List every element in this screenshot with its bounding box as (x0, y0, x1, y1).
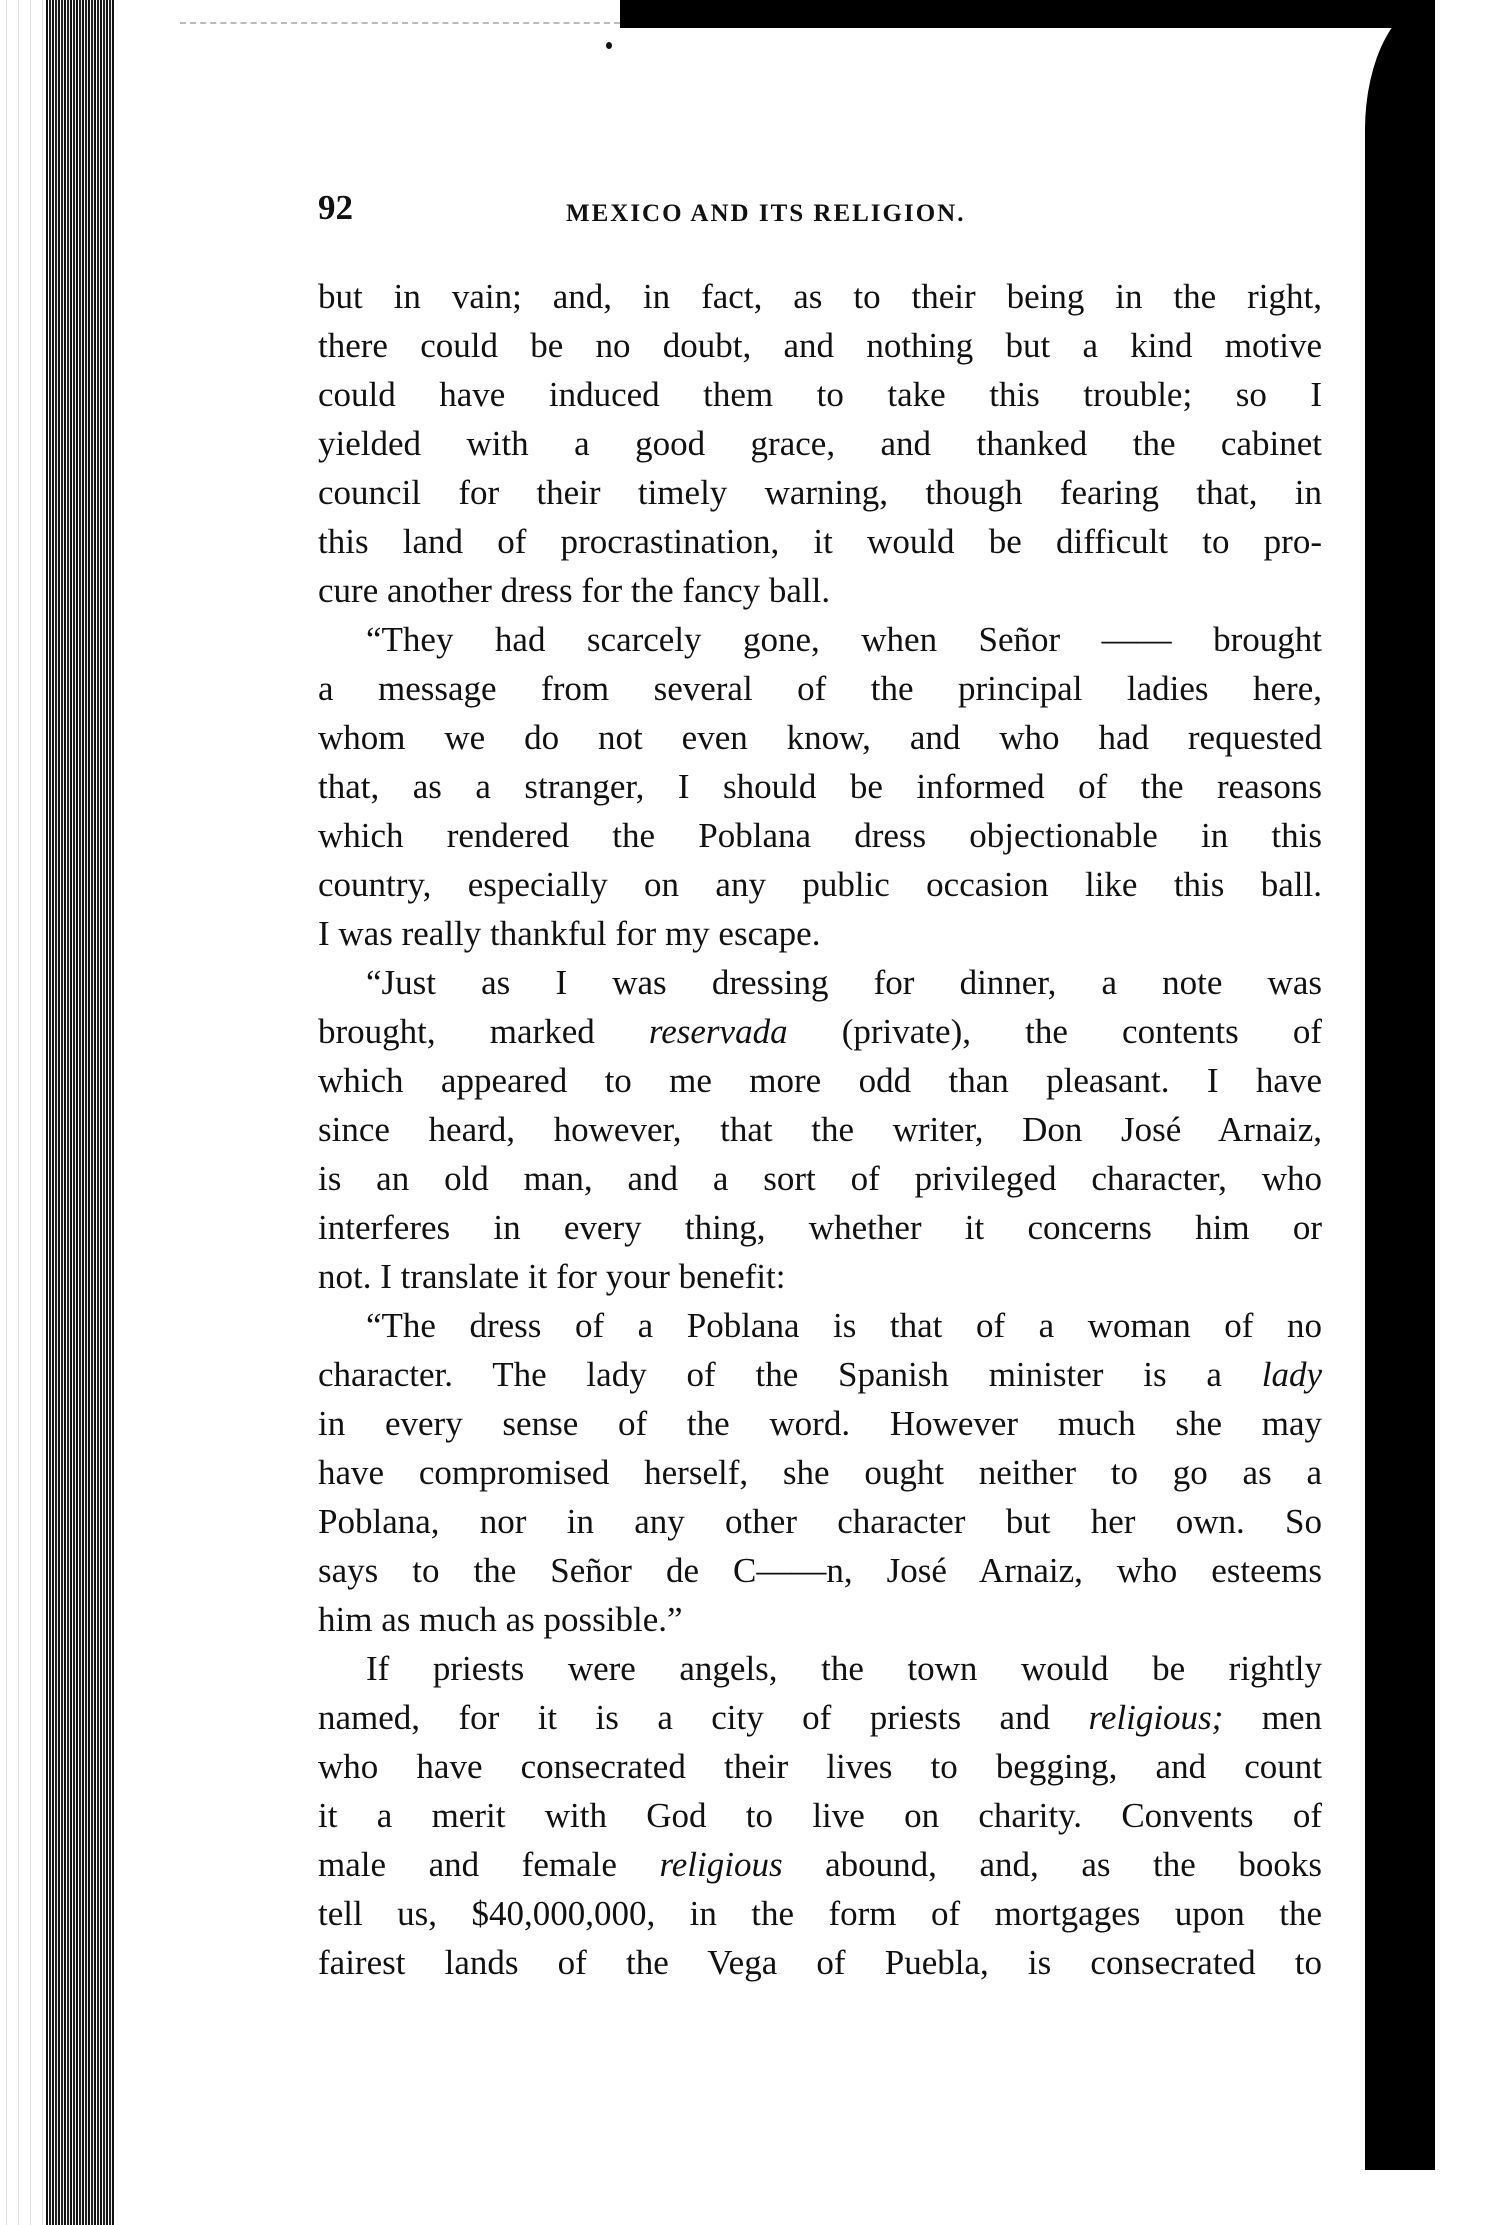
top-edge-line (180, 22, 620, 24)
text-line (318, 1448, 1322, 1497)
scan-speck (606, 42, 612, 49)
text-line (318, 1546, 1322, 1595)
text-segment: is an old man, and a sort of privileged character, who (318, 1159, 1322, 1198)
text-segment: says to the Señor de C——n, José Arnaiz, who esteems (318, 1551, 1322, 1590)
text-segment: which rendered the Poblana dress objectionable in this (318, 816, 1322, 855)
text-line (318, 762, 1322, 811)
running-title: MEXICO AND ITS RELIGION. (566, 200, 966, 227)
text-line (318, 909, 1322, 958)
italic-text: religious (659, 1845, 783, 1884)
text-segment: it a merit with God to live on charity. Convents of (318, 1796, 1322, 1835)
text-line (318, 468, 1322, 517)
body-text (318, 272, 1322, 1987)
text-segment: If priests were angels, the town would be rightly (366, 1649, 1322, 1688)
text-segment: country, especially on any public occasion like this ball. (318, 865, 1322, 904)
text-line (318, 517, 1322, 566)
italic-text: religious; (1088, 1698, 1224, 1737)
text-line (318, 1203, 1322, 1252)
text-line (318, 419, 1322, 468)
text-line (318, 1154, 1322, 1203)
text-line (318, 272, 1322, 321)
text-segment: who have consecrated their lives to begging, and count (318, 1747, 1322, 1786)
text-line (318, 1742, 1322, 1791)
text-segment: in every sense of the word. However much she may (318, 1404, 1322, 1443)
text-segment: which appeared to me more odd than pleasant. I have (318, 1061, 1322, 1100)
text-segment: (private), the contents of (787, 1012, 1322, 1051)
top-edge-shadow (620, 0, 1435, 28)
text-segment: a message from several of the principal ladies here, (318, 669, 1322, 708)
text-line (318, 321, 1322, 370)
text-line (318, 1399, 1322, 1448)
text-line (318, 1938, 1322, 1987)
text-segment: not. I translate it for your benefit: (318, 1257, 786, 1296)
text-line (318, 811, 1322, 860)
text-line (318, 1497, 1322, 1546)
book-binding-edge (46, 0, 114, 2225)
text-segment: council for their timely warning, though fearing that, in (318, 473, 1322, 512)
text-segment: him as much as possible.” (318, 1600, 683, 1639)
text-line (318, 1595, 1322, 1644)
text-segment: interferes in every thing, whether it concerns him or (318, 1208, 1322, 1247)
text-line (318, 615, 1322, 664)
italic-text: reservada (648, 1012, 788, 1051)
italic-text: lady (1261, 1355, 1322, 1394)
text-segment: Poblana, nor in any other character but her own. So (318, 1502, 1322, 1541)
text-segment: this land of procrastination, it would be difficult to pro- (318, 522, 1322, 561)
text-line (318, 1791, 1322, 1840)
text-segment: have compromised herself, she ought neither to go as a (318, 1453, 1322, 1492)
text-segment: there could be no doubt, and nothing but a kind motive (318, 326, 1322, 365)
text-line (318, 1840, 1322, 1889)
text-line (318, 1105, 1322, 1154)
text-segment: tell us, $40,000,000, in the form of mortgages upon the (318, 1894, 1322, 1933)
text-segment: since heard, however, that the writer, Don José Arnaiz, (318, 1110, 1322, 1149)
text-line (318, 1252, 1322, 1301)
text-segment: but in vain; and, in fact, as to their being in the right, (318, 277, 1322, 316)
text-line (318, 370, 1322, 419)
text-segment: that, as a stranger, I should be informed of the reasons (318, 767, 1322, 806)
text-line (318, 1350, 1322, 1399)
text-segment: fairest lands of the Vega of Puebla, is consecrated to (318, 1943, 1322, 1982)
text-segment: male and female (318, 1845, 660, 1884)
text-segment: could have induced them to take this trouble; so I (318, 375, 1322, 414)
text-segment: I was really thankful for my escape. (318, 914, 821, 953)
text-line (318, 860, 1322, 909)
text-segment: “The dress of a Poblana is that of a woman of no (366, 1306, 1322, 1345)
binding-shadow (0, 0, 46, 2225)
text-segment: men (1223, 1698, 1322, 1737)
text-line (318, 958, 1322, 1007)
text-segment: named, for it is a city of priests and (318, 1698, 1089, 1737)
text-segment: abound, and, as the books (782, 1845, 1322, 1884)
text-line (318, 664, 1322, 713)
text-line (318, 566, 1322, 615)
text-segment: yielded with a good grace, and thanked the cabinet (318, 424, 1322, 463)
scan-margin (1435, 0, 1491, 2225)
text-segment: cure another dress for the fancy ball. (318, 571, 831, 610)
text-segment: “They had scarcely gone, when Señor —— brought (366, 620, 1322, 659)
text-line (318, 1056, 1322, 1105)
text-segment: “Just as I was dressing for dinner, a note was (366, 963, 1322, 1002)
page-number: 92 (318, 188, 353, 227)
text-line (318, 1644, 1322, 1693)
text-segment: whom we do not even know, and who had requested (318, 718, 1322, 757)
text-line (318, 713, 1322, 762)
text-line (318, 1889, 1322, 1938)
text-segment: brought, marked (318, 1012, 649, 1051)
text-segment: character. The lady of the Spanish minister is a (318, 1355, 1262, 1394)
text-line (318, 1301, 1322, 1350)
text-line (318, 1007, 1322, 1056)
text-line (318, 1693, 1322, 1742)
